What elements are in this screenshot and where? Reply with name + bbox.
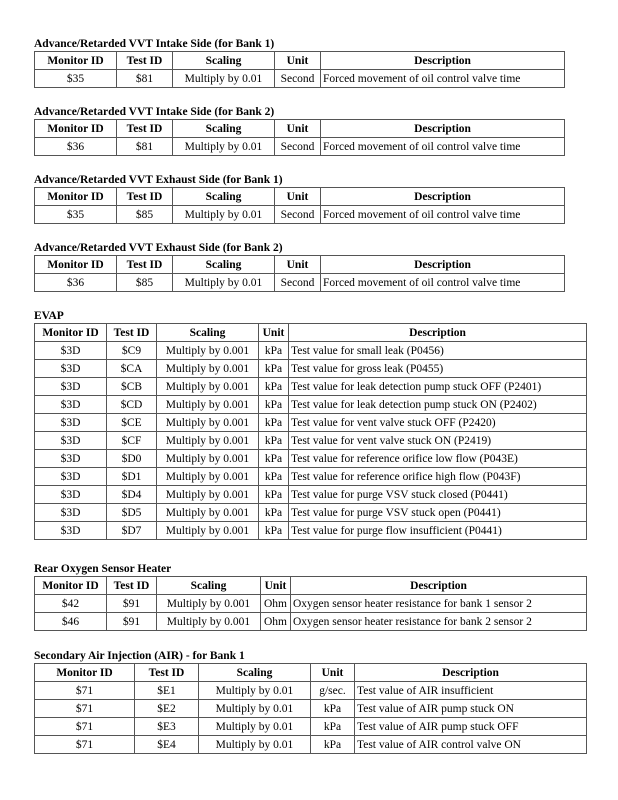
cell-test-id: $CA — [107, 360, 157, 378]
cell-description: Test value for leak detection pump stuck ON (P2402) — [289, 396, 587, 414]
cell-scaling: Multiply by 0.01 — [199, 682, 311, 700]
cell-monitor-id: $36 — [35, 138, 117, 156]
cell-unit: kPa — [311, 718, 355, 736]
cell-test-id: $C9 — [107, 342, 157, 360]
column-header-unit: Unit — [259, 324, 289, 342]
data-table — [34, 255, 565, 292]
cell-test-id: $85 — [117, 274, 173, 292]
cell-description: Test value for reference orifice high flow (P043F) — [289, 468, 587, 486]
column-header-unit: Unit — [275, 120, 321, 138]
cell-monitor-id: $42 — [35, 595, 107, 613]
cell-test-id: $D7 — [107, 522, 157, 540]
section-title: Advance/Retarded VVT Exhaust Side (for Bank 1) — [34, 174, 283, 186]
table-row — [35, 613, 587, 631]
table-section — [34, 242, 565, 292]
cell-unit: kPa — [259, 414, 289, 432]
column-header-unit: Unit — [275, 256, 321, 274]
cell-description: Test value for purge VSV stuck open (P0441) — [289, 504, 587, 522]
column-header-test-id: Test ID — [117, 52, 173, 70]
table-row — [35, 595, 587, 613]
table-section — [34, 310, 587, 540]
cell-monitor-id: $3D — [35, 378, 107, 396]
cell-monitor-id: $3D — [35, 360, 107, 378]
cell-monitor-id: $3D — [35, 450, 107, 468]
table-row — [35, 736, 587, 754]
cell-unit: kPa — [311, 700, 355, 718]
column-header-scaling: Scaling — [173, 52, 275, 70]
table-row — [35, 378, 587, 396]
cell-test-id: $91 — [107, 595, 157, 613]
header-row — [35, 324, 587, 342]
table-row — [35, 432, 587, 450]
column-header-description: Description — [291, 577, 587, 595]
table-row — [35, 70, 565, 88]
cell-scaling: Multiply by 0.01 — [199, 700, 311, 718]
cell-description: Test value for gross leak (P0455) — [289, 360, 587, 378]
table-row — [35, 504, 587, 522]
cell-unit: kPa — [259, 522, 289, 540]
data-table — [34, 663, 587, 754]
column-header-scaling: Scaling — [157, 324, 259, 342]
cell-monitor-id: $71 — [35, 736, 135, 754]
table-section — [34, 106, 565, 156]
column-header-monitor-id: Monitor ID — [35, 52, 117, 70]
cell-scaling: Multiply by 0.01 — [173, 274, 275, 292]
column-header-monitor-id: Monitor ID — [35, 188, 117, 206]
cell-description: Test value for small leak (P0456) — [289, 342, 587, 360]
cell-unit: kPa — [259, 486, 289, 504]
cell-test-id: $D5 — [107, 504, 157, 522]
cell-unit: Second — [275, 206, 321, 224]
column-header-test-id: Test ID — [117, 256, 173, 274]
column-header-description: Description — [289, 324, 587, 342]
cell-unit: kPa — [259, 378, 289, 396]
header-row — [35, 120, 565, 138]
table-row — [35, 360, 587, 378]
column-header-test-id: Test ID — [135, 664, 199, 682]
column-header-test-id: Test ID — [117, 120, 173, 138]
cell-scaling: Multiply by 0.001 — [157, 450, 259, 468]
table-row — [35, 486, 587, 504]
cell-scaling: Multiply by 0.001 — [157, 432, 259, 450]
cell-monitor-id: $35 — [35, 70, 117, 88]
table-row — [35, 206, 565, 224]
column-header-test-id: Test ID — [107, 324, 157, 342]
data-table — [34, 576, 587, 631]
cell-description: Test value for reference orifice low flow (P043E) — [289, 450, 587, 468]
column-header-scaling: Scaling — [157, 577, 261, 595]
data-table — [34, 187, 565, 224]
column-header-unit: Unit — [275, 188, 321, 206]
cell-description: Test value of AIR control valve ON — [355, 736, 587, 754]
cell-scaling: Multiply by 0.001 — [157, 468, 259, 486]
table-row — [35, 138, 565, 156]
cell-unit: kPa — [259, 360, 289, 378]
cell-scaling: Multiply by 0.01 — [173, 206, 275, 224]
column-header-monitor-id: Monitor ID — [35, 324, 107, 342]
cell-unit: Second — [275, 138, 321, 156]
cell-description: Oxygen sensor heater resistance for bank 2 sensor 2 — [291, 613, 587, 631]
cell-scaling: Multiply by 0.001 — [157, 595, 261, 613]
cell-scaling: Multiply by 0.001 — [157, 504, 259, 522]
cell-description: Forced movement of oil control valve time — [321, 206, 565, 224]
section-title: Secondary Air Injection (AIR) - for Bank 1 — [34, 650, 245, 662]
cell-scaling: Multiply by 0.01 — [199, 718, 311, 736]
cell-test-id: $85 — [117, 206, 173, 224]
table-row — [35, 396, 587, 414]
cell-description: Test value of AIR pump stuck OFF — [355, 718, 587, 736]
cell-test-id: $E2 — [135, 700, 199, 718]
cell-unit: kPa — [259, 504, 289, 522]
cell-unit: Ohm — [261, 595, 291, 613]
cell-unit: kPa — [259, 450, 289, 468]
table-section — [34, 38, 565, 88]
column-header-scaling: Scaling — [173, 188, 275, 206]
cell-scaling: Multiply by 0.001 — [157, 486, 259, 504]
cell-test-id: $CB — [107, 378, 157, 396]
cell-monitor-id: $71 — [35, 700, 135, 718]
header-row — [35, 577, 587, 595]
cell-scaling: Multiply by 0.01 — [199, 736, 311, 754]
cell-test-id: $D4 — [107, 486, 157, 504]
cell-scaling: Multiply by 0.001 — [157, 613, 261, 631]
cell-monitor-id: $3D — [35, 486, 107, 504]
cell-unit: Second — [275, 274, 321, 292]
cell-monitor-id: $35 — [35, 206, 117, 224]
column-header-description: Description — [321, 256, 565, 274]
cell-description: Test value for purge VSV stuck closed (P0441) — [289, 486, 587, 504]
cell-unit: g/sec. — [311, 682, 355, 700]
cell-description: Test value for leak detection pump stuck OFF (P2401) — [289, 378, 587, 396]
cell-scaling: Multiply by 0.001 — [157, 396, 259, 414]
cell-test-id: $81 — [117, 70, 173, 88]
cell-description: Test value for vent valve stuck OFF (P2420) — [289, 414, 587, 432]
column-header-scaling: Scaling — [173, 120, 275, 138]
cell-monitor-id: $3D — [35, 432, 107, 450]
cell-test-id: $D0 — [107, 450, 157, 468]
table-row — [35, 274, 565, 292]
cell-description: Forced movement of oil control valve time — [321, 138, 565, 156]
cell-monitor-id: $3D — [35, 504, 107, 522]
cell-scaling: Multiply by 0.001 — [157, 360, 259, 378]
cell-monitor-id: $71 — [35, 682, 135, 700]
table-row — [35, 414, 587, 432]
cell-test-id: $D1 — [107, 468, 157, 486]
cell-unit: kPa — [259, 468, 289, 486]
cell-scaling: Multiply by 0.001 — [157, 522, 259, 540]
column-header-monitor-id: Monitor ID — [35, 256, 117, 274]
cell-scaling: Multiply by 0.01 — [173, 70, 275, 88]
column-header-description: Description — [321, 52, 565, 70]
cell-monitor-id: $3D — [35, 522, 107, 540]
column-header-description: Description — [321, 120, 565, 138]
data-table — [34, 119, 565, 156]
cell-monitor-id: $3D — [35, 468, 107, 486]
header-row — [35, 188, 565, 206]
table-row — [35, 700, 587, 718]
table-row — [35, 718, 587, 736]
cell-description: Forced movement of oil control valve time — [321, 70, 565, 88]
cell-unit: kPa — [259, 396, 289, 414]
cell-unit: kPa — [311, 736, 355, 754]
cell-unit: kPa — [259, 432, 289, 450]
table-section — [34, 174, 565, 224]
section-title: EVAP — [34, 310, 64, 322]
table-section — [34, 650, 587, 754]
column-header-unit: Unit — [261, 577, 291, 595]
column-header-monitor-id: Monitor ID — [35, 577, 107, 595]
column-header-scaling: Scaling — [173, 256, 275, 274]
cell-description: Test value of AIR insufficient — [355, 682, 587, 700]
cell-description: Forced movement of oil control valve time — [321, 274, 565, 292]
cell-test-id: $CE — [107, 414, 157, 432]
cell-description: Test value of AIR pump stuck ON — [355, 700, 587, 718]
header-row — [35, 664, 587, 682]
cell-monitor-id: $71 — [35, 718, 135, 736]
column-header-description: Description — [321, 188, 565, 206]
column-header-monitor-id: Monitor ID — [35, 664, 135, 682]
cell-unit: kPa — [259, 342, 289, 360]
section-title: Advance/Retarded VVT Exhaust Side (for Bank 2) — [34, 242, 283, 254]
cell-scaling: Multiply by 0.001 — [157, 414, 259, 432]
cell-scaling: Multiply by 0.001 — [157, 378, 259, 396]
column-header-monitor-id: Monitor ID — [35, 120, 117, 138]
column-header-unit: Unit — [311, 664, 355, 682]
cell-test-id: $E4 — [135, 736, 199, 754]
table-row — [35, 450, 587, 468]
header-row — [35, 256, 565, 274]
section-title: Rear Oxygen Sensor Heater — [34, 563, 172, 575]
cell-test-id: $91 — [107, 613, 157, 631]
column-header-description: Description — [355, 664, 587, 682]
cell-test-id: $81 — [117, 138, 173, 156]
cell-unit: Second — [275, 70, 321, 88]
cell-monitor-id: $3D — [35, 342, 107, 360]
column-header-test-id: Test ID — [107, 577, 157, 595]
cell-scaling: Multiply by 0.01 — [173, 138, 275, 156]
table-row — [35, 342, 587, 360]
cell-test-id: $E3 — [135, 718, 199, 736]
section-title: Advance/Retarded VVT Intake Side (for Bank 2) — [34, 106, 275, 118]
cell-monitor-id: $3D — [35, 396, 107, 414]
column-header-unit: Unit — [275, 52, 321, 70]
data-table — [34, 51, 565, 88]
table-section — [34, 563, 587, 631]
cell-scaling: Multiply by 0.001 — [157, 342, 259, 360]
cell-test-id: $E1 — [135, 682, 199, 700]
cell-description: Test value for vent valve stuck ON (P2419) — [289, 432, 587, 450]
cell-monitor-id: $3D — [35, 414, 107, 432]
column-header-test-id: Test ID — [117, 188, 173, 206]
cell-unit: Ohm — [261, 613, 291, 631]
cell-test-id: $CD — [107, 396, 157, 414]
cell-monitor-id: $46 — [35, 613, 107, 631]
table-row — [35, 468, 587, 486]
cell-monitor-id: $36 — [35, 274, 117, 292]
section-title: Advance/Retarded VVT Intake Side (for Bank 1) — [34, 38, 275, 50]
column-header-scaling: Scaling — [199, 664, 311, 682]
table-row — [35, 682, 587, 700]
cell-description: Test value for purge flow insufficient (P0441) — [289, 522, 587, 540]
cell-description: Oxygen sensor heater resistance for bank 1 sensor 2 — [291, 595, 587, 613]
header-row — [35, 52, 565, 70]
cell-test-id: $CF — [107, 432, 157, 450]
table-row — [35, 522, 587, 540]
data-table — [34, 323, 587, 540]
